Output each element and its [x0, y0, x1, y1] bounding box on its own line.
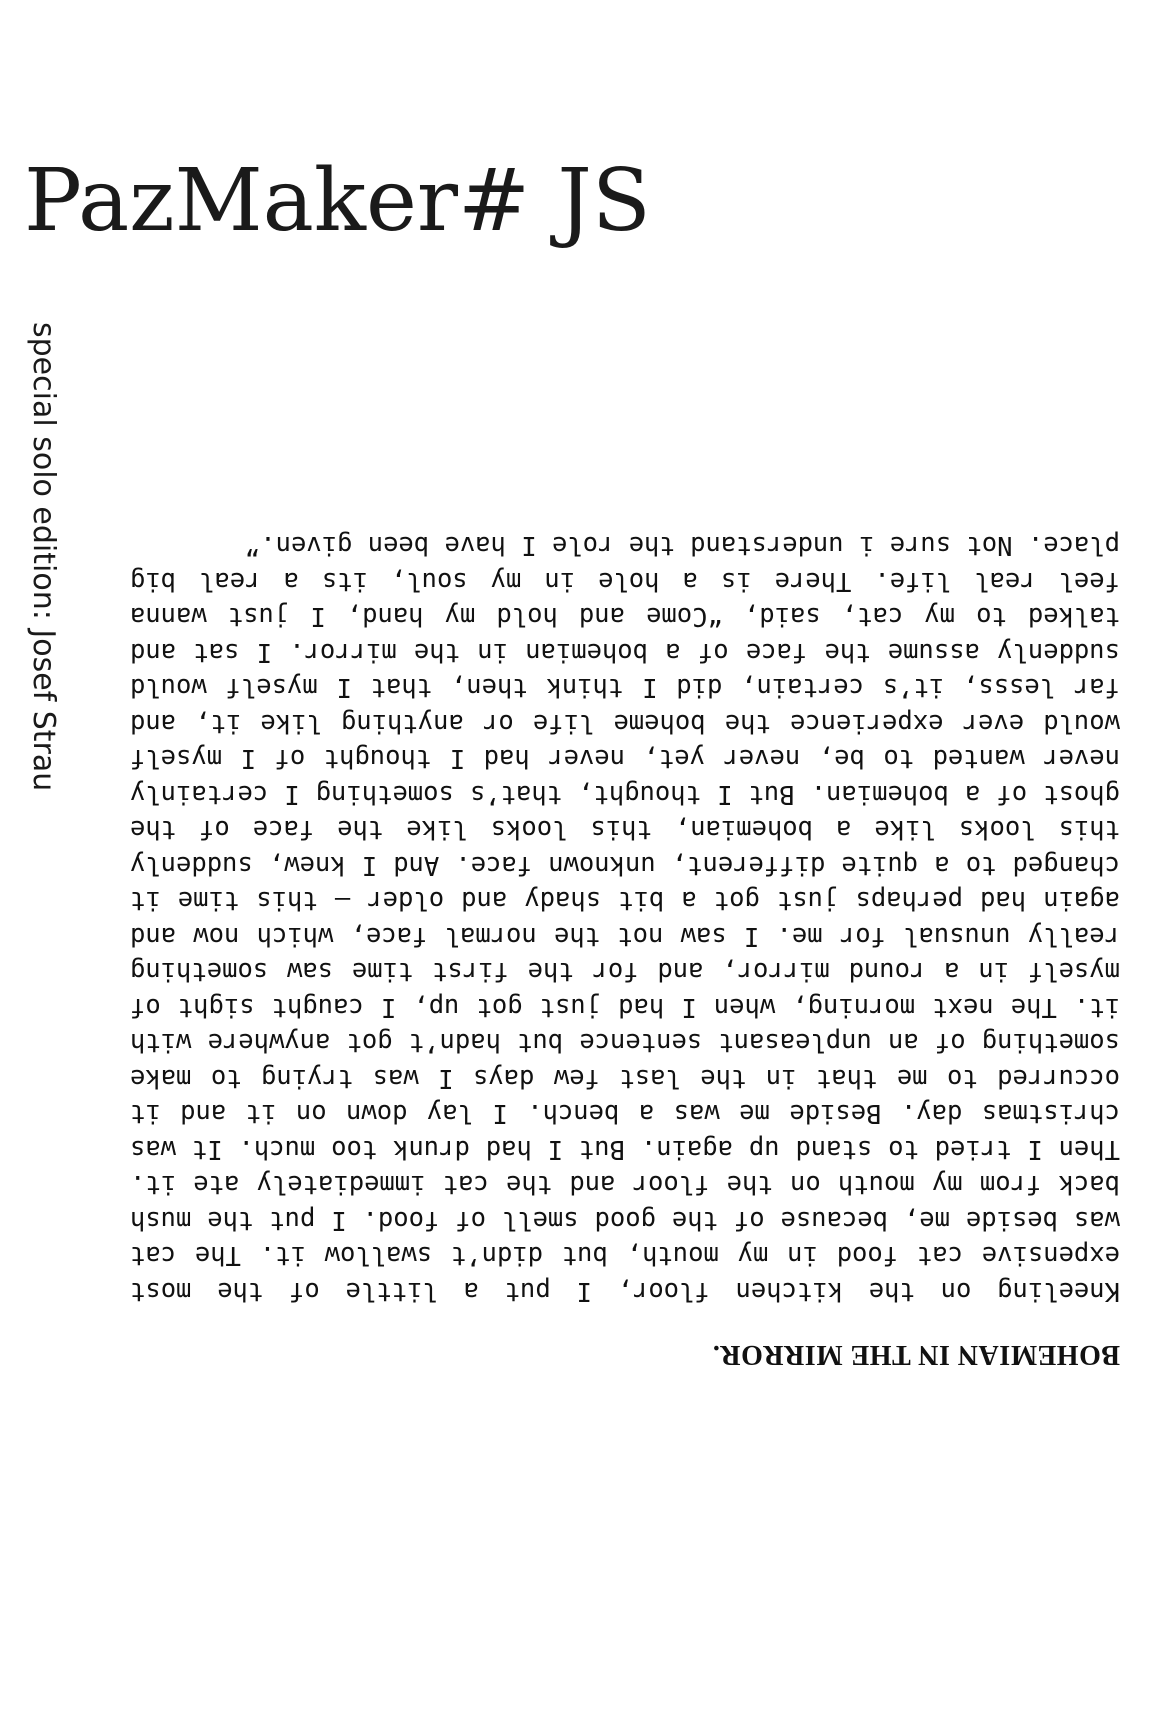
article-title: BOHEMIAN IN THE MIRROR. [712, 1339, 1120, 1370]
edition-subtitle: special solo edition: Josef Strau [26, 322, 61, 792]
article-body: Kneeling on the kitchen floor, I put a little of the most expensive cat food in my mouth, but didn’t swallow it. The cat was beside me, because of the good smell of food. I put the mush back from my mouth on the floor and the cat immediately ate it. Then I tried to stand up again. But I had drunk too much. It was christmas day. Beside me was a bench. I lay down on it and it occurred to me that in the last few days I was trying to make something of an unpleasant sentence but hadn’t got anywhere with it. The next morning, when I had just got up, I caught sight of myself in a round mirror, and for the first time saw something really unusual for me. I saw not the normal face, which now and again had perhaps just got a bit shady and older – this time it changed to a quite different, unknown face. And I knew, suddenly this looks like a bohemian, this looks like the face of the ghost of a bohemian. But I thought, that’s something I certainly never wanted to be, never yet, never had I thought of I myself would ever experience the boheme life or anything like it, and far lesss, it’s certain, did I think then, that I myself would suddenly assume the face of a bohemian in the mirror. I sat and talked to my cat, said, “Come and hold my hand, I just wanna feel real life. There is a hole in my soul, its a real big place. Not sure i understand the role I have been given.” [130, 530, 1120, 1306]
masthead-title: PazMaker# JS [24, 151, 651, 251]
article-block [130, 490, 1120, 1370]
